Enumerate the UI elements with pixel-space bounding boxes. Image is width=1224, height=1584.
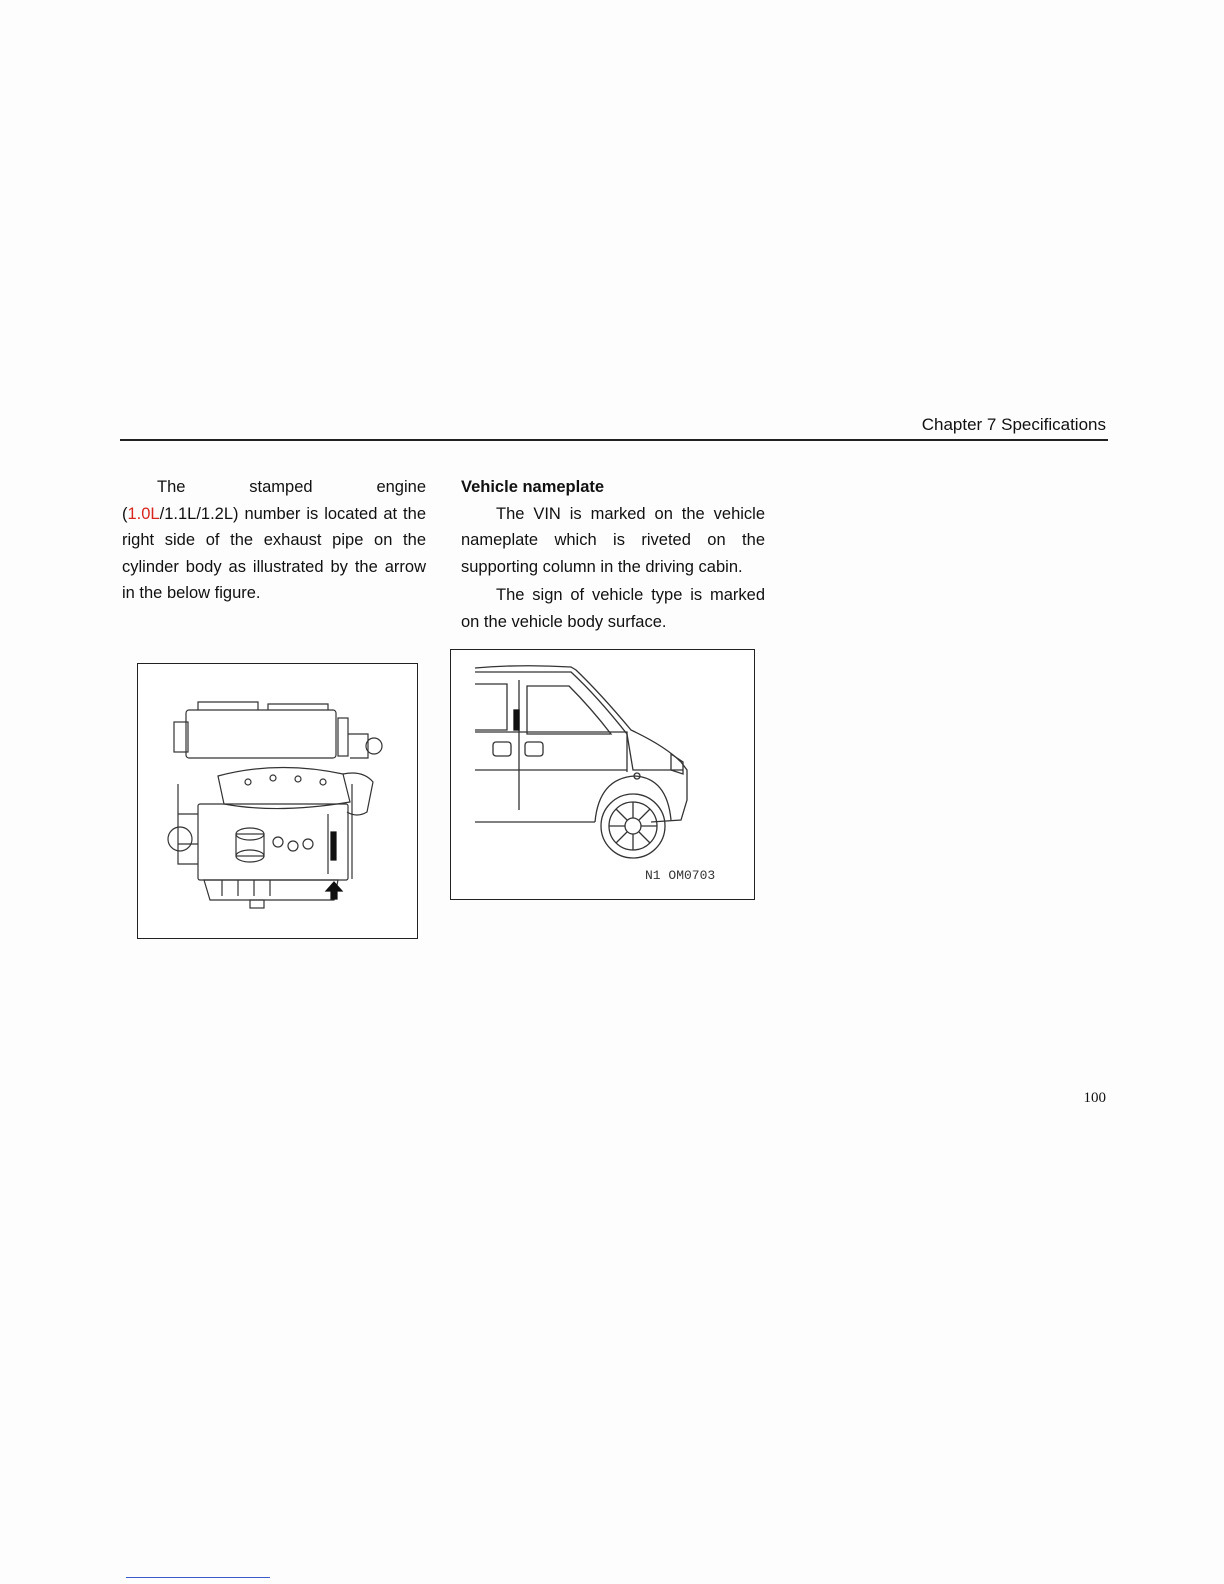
engine-number-paragraph [122, 474, 426, 607]
page-number: 100 [1083, 1090, 1106, 1106]
vin-nameplate-mark [514, 710, 519, 730]
highlight-text: 1.0L [127, 504, 160, 523]
figure-code: N1 OM0703 [645, 868, 716, 883]
chapter-title: Chapter 7 Specifications [921, 415, 1106, 434]
vehicle-nameplate-section [461, 474, 765, 635]
arrow-up-icon [326, 882, 342, 899]
vehicle-type-paragraph: The sign of vehicle type is marked on the vehicle body surface. [461, 586, 765, 631]
engine-number-mark [331, 832, 336, 860]
vin-paragraph: The VIN is marked on the vehicle nameplate which is riveted on the supporting column in the driving cabin. [461, 504, 765, 576]
footnote-rule [126, 1577, 270, 1578]
header-rule [120, 439, 1108, 441]
section-heading: Vehicle nameplate [461, 478, 605, 496]
van-illustration [451, 650, 753, 898]
engine-figure [137, 663, 418, 939]
van-figure [450, 649, 755, 900]
engine-illustration [138, 664, 416, 937]
engine-number-section [122, 474, 426, 607]
para-start: The stamped engine ( [122, 478, 426, 523]
para-end: /1.1L/1.2L) number is located at the right side of the exhaust pipe on the cylinder body as illustrated by the arrow in the below figure. [122, 504, 426, 602]
